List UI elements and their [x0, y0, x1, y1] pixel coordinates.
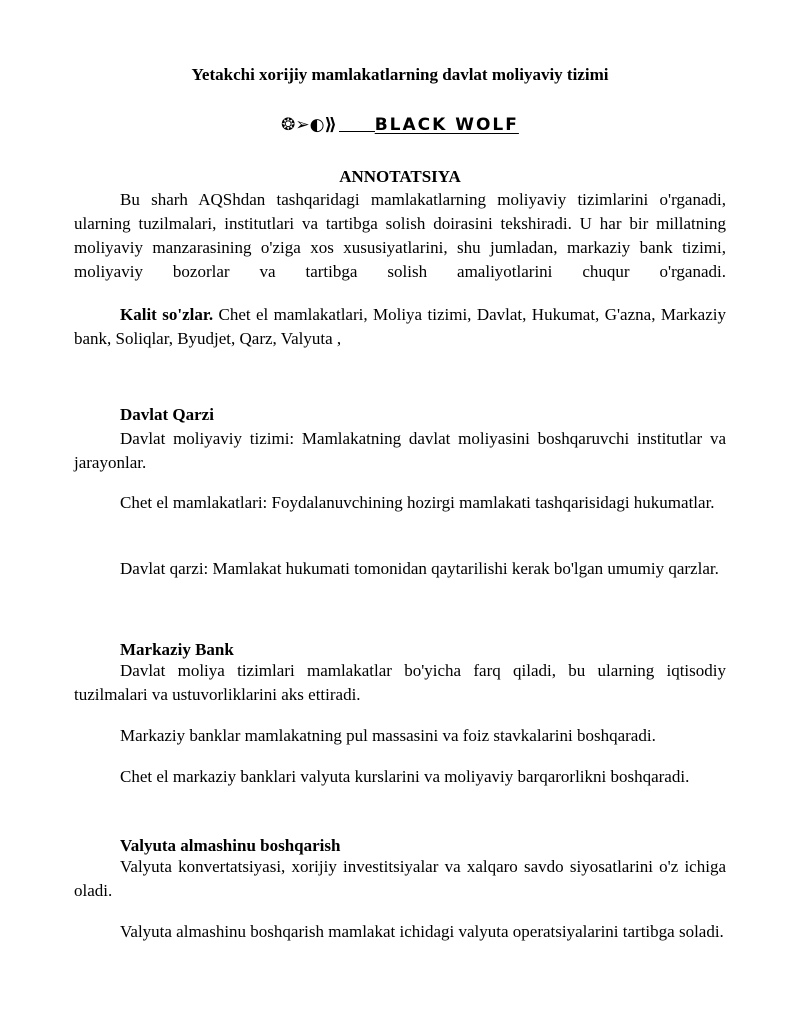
section-paragraph: Markaziy banklar mamlakatning pul massasini va foiz stavkalarini boshqaradi.: [120, 726, 656, 745]
section-heading-davlat-qarzi: Davlat Qarzi: [120, 405, 214, 424]
section-paragraph: Valyuta konvertatsiyasi, xorijiy investitsiyalar va xalqaro savdo siyosatlarini o'z ichiga oladi.: [74, 857, 726, 900]
section-paragraph: Davlat qarzi: Mamlakat hukumati tomonidan qaytarilishi kerak bo'lgan umumiy qarzlar.: [120, 559, 719, 578]
section-heading-valyuta: Valyuta almashinu boshqarish: [120, 836, 341, 855]
section-paragraph: Davlat moliya tizimlari mamlakatlar bo'yicha farq qiladi, bu ularning iqtisodiy tuzilmalari va ustuvorliklarini aks ettiradi.: [74, 661, 726, 704]
logo-underline: [339, 115, 375, 132]
keywords-text: Chet el mamlakatlari, Moliya tizimi, Davlat, Hukumat, G'azna, Markaziy bank, Soliqlar, Byudjet, Qarz, Valyuta ,: [74, 305, 726, 348]
section-paragraph: Valyuta almashinu boshqarish mamlakat ichidagi valyuta operatsiyalarini tartibga soladi.: [120, 922, 724, 941]
brand-logo: [0, 114, 800, 136]
annotation-paragraph: Bu sharh AQShdan tashqaridagi mamlakatlarning moliyaviy tizimlarini o'rganadi, ularning tuzilmalari, institutlari va tartibga solish doirasini tekshiradi. U har bir millatning moliyaviy manzarasining o'ziga xos xususiyatlarini, shu jumladan, markaziy bank tizimi, moliyaviy bozorlar va tartibga solish amaliyotlarini chuqur o'rganadi.: [74, 190, 726, 281]
annotation-heading: ANNOTATSIYA: [339, 167, 461, 186]
section-paragraph: Chet el mamlakatlari: Foydalanuvchining hozirgi mamlakati tashqarisidagi hukumatlar.: [120, 493, 715, 512]
wolf-logo-icon: ❂➢◐⟫: [281, 115, 337, 135]
keywords-label: Kalit so'zlar.: [120, 305, 214, 324]
keywords-paragraph: [74, 303, 726, 351]
section-heading-markaziy-bank: Markaziy Bank: [120, 640, 234, 659]
section-paragraph: Davlat moliyaviy tizimi: Mamlakatning davlat moliyasini boshqaruvchi institutlar va jarayonlar.: [74, 429, 726, 472]
document-title: Yetakchi xorijiy mamlakatlarning davlat moliyaviy tizimi: [191, 65, 609, 84]
brand-name: BLACK WOLF: [374, 115, 519, 135]
section-paragraph: Chet el markaziy banklari valyuta kurslarini va moliyaviy barqarorlikni boshqaradi.: [120, 767, 690, 786]
